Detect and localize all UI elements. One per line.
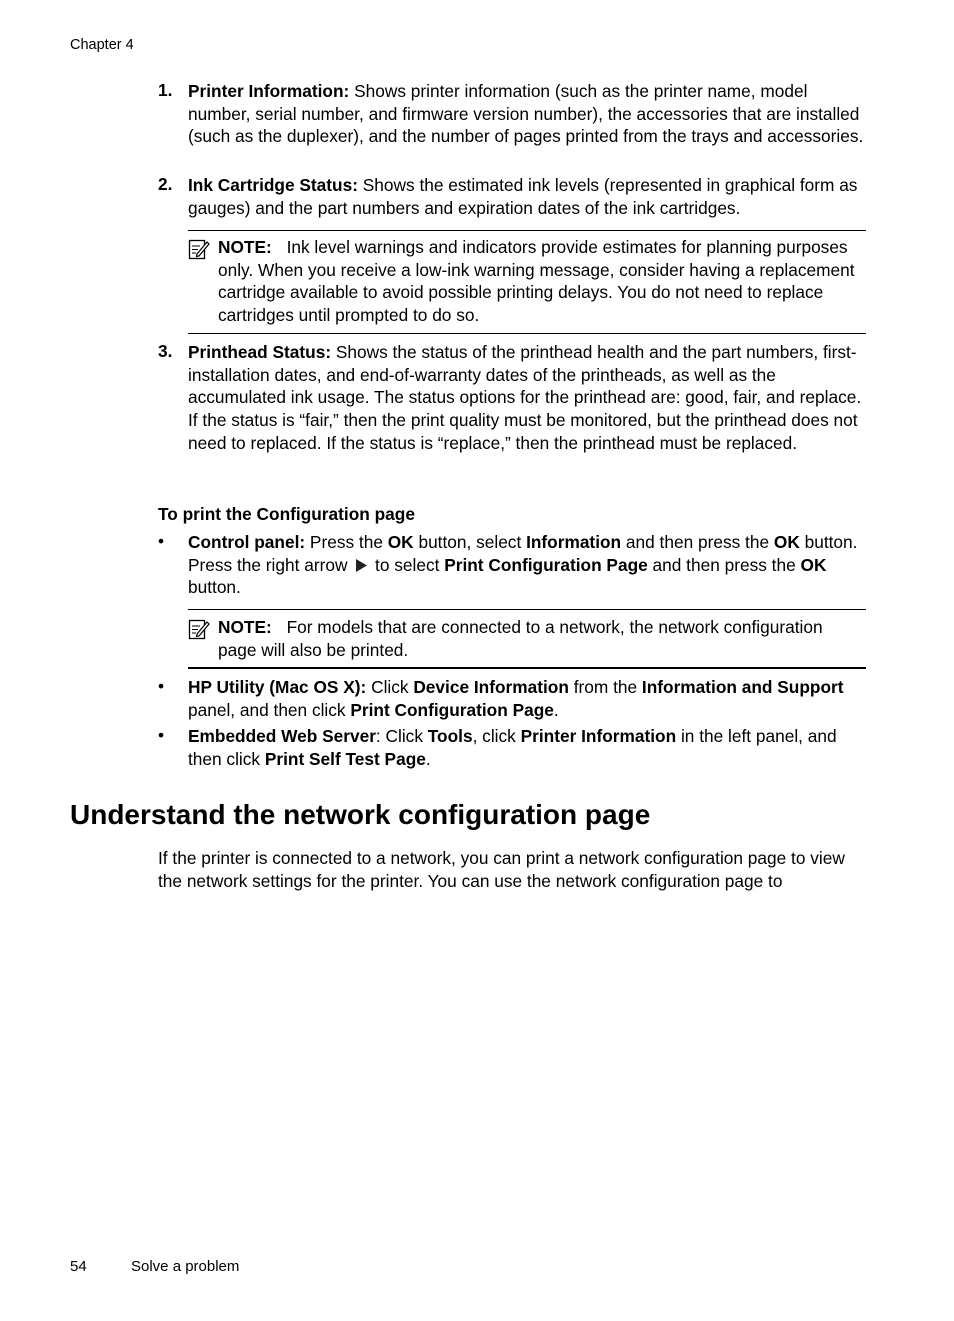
- section-heading: Understand the network configuration page: [70, 799, 651, 830]
- list-item-ink-cartridge-status: [188, 174, 868, 219]
- item-text: Shows the status of the printhead health and the part numbers, first-installation dates, and end-of-warranty dates of the printheads, as well as the accumulated ink usage. The status options for the printhead are: good, fair, and replace. If the status is “fair,” then the print quality must be monitored, but the printhead does not need to replaced. If the status is “replace,” then the printhead must be replaced.: [188, 342, 862, 453]
- item-label: Printhead Status:: [188, 342, 332, 362]
- note-label: NOTE:: [218, 617, 272, 637]
- bullet: •: [158, 725, 165, 745]
- item-text: Shows printer information (such as the printer name, model number, serial number, and firmware version number), the accessories that are installed (such as the duplexer), and the number of pages printed from the trays and accessories.: [188, 81, 864, 147]
- note-icon: [188, 617, 210, 641]
- list-item-printer-information: [188, 80, 868, 148]
- intro-paragraph: If the printer is connected to a network, you can print a network configuration page to view the network settings for the printer. You can use the network configuration page to: [158, 848, 845, 891]
- note-text: NOTE: For models that are connected to a network, the network configuration page will also be printed.: [218, 617, 823, 660]
- running-head: Chapter 4: [70, 37, 134, 53]
- item-text: Shows the estimated ink levels (represented in graphical form as gauges) and the part numbers and expiration dates of the ink cartridges.: [188, 175, 858, 218]
- bullet-embedded-web-server: Embedded Web Server: Click Tools, click Printer Information in the left panel, and then click Print Self Test Page.: [188, 726, 837, 769]
- note-label: NOTE:: [218, 237, 272, 257]
- item-number: 2.: [158, 174, 173, 194]
- note-box: [188, 230, 866, 334]
- note-text: NOTE: Ink level warnings and indicators provide estimates for planning purposes only. When you receive a low-ink warning message, consider having a replacement cartridge available to avoid possible printing delays. You do not need to replace cartridges until prompted to do so.: [218, 237, 855, 326]
- bullet-hp-utility: HP Utility (Mac OS X): Click Device Information from the Information and Support panel, and then click Print Configuration Page.: [188, 677, 844, 720]
- right-arrow-icon: [354, 558, 368, 573]
- page-number: 54: [70, 1258, 87, 1275]
- bullet: •: [158, 531, 165, 551]
- subheading: To print the Configuration page: [158, 504, 415, 524]
- note-box: [188, 609, 866, 669]
- item-number: 3.: [158, 341, 173, 361]
- item-number: 1.: [158, 80, 173, 100]
- bullet-control-panel: Control panel: Press the OK button, select Information and then press the OK button. Press the right arrow to select Print Configuration Page and then press the OK button.: [188, 532, 858, 598]
- item-label: Ink Cartridge Status:: [188, 175, 358, 195]
- note-icon: [188, 237, 210, 261]
- bullet: •: [158, 676, 165, 696]
- footer-section: Solve a problem: [131, 1258, 240, 1275]
- item-label: Printer Information:: [188, 81, 350, 101]
- list-item-printhead-status: [188, 341, 868, 455]
